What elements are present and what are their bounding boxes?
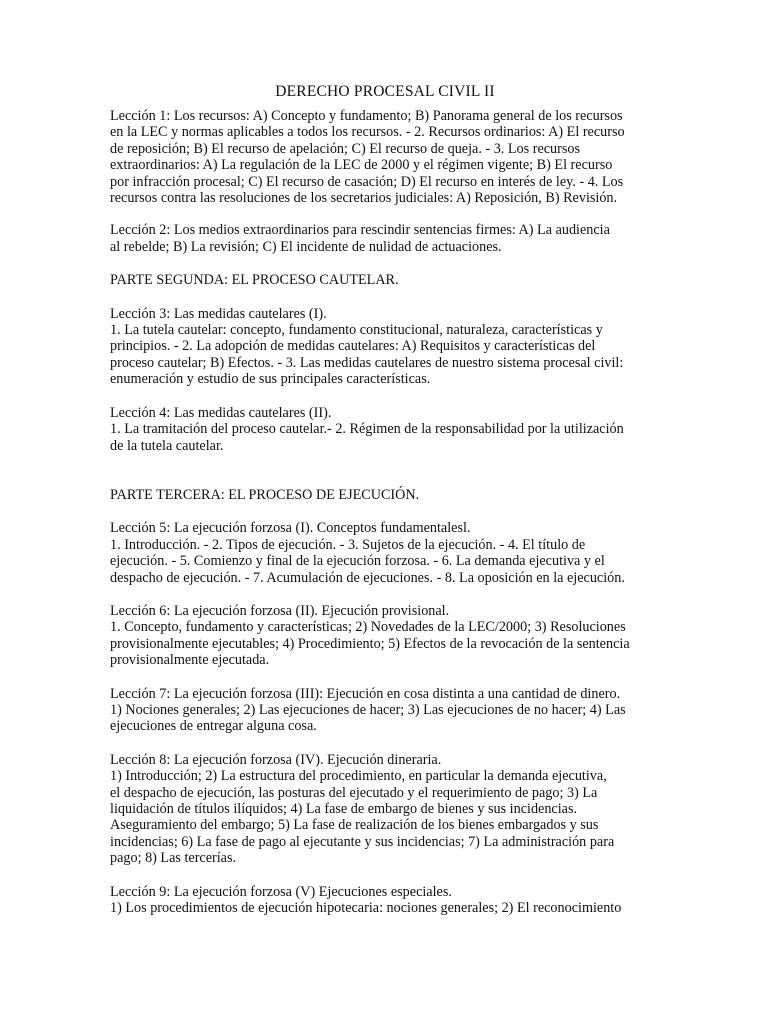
text-line: 1) Introducción; 2) La estructura del procedimiento, en particular la demanda ejecutiva, [110, 768, 607, 785]
text-line: enumeración y estudio de sus principales características. [110, 371, 431, 388]
text-line: provisionalmente ejecutada. [110, 652, 270, 669]
text-line: incidencias; 6) La fase de pago al ejecutante y sus incidencias; 7) La administración para [110, 833, 615, 850]
paragraph [110, 520, 660, 586]
text-line: 1) Los procedimientos de ejecución hipotecaria: nociones generales; 2) El reconocimiento [110, 900, 622, 917]
paragraph-spacer [110, 503, 660, 520]
document-title: DERECHO PROCESAL CIVIL II [275, 83, 495, 100]
text-line: Lección 1: Los recursos: A) Concepto y fundamento; B) Panorama general de los recursos [110, 108, 623, 124]
text-line: Lección 5: La ejecución forzosa (I). Conceptos fundamentalesl. [110, 520, 471, 537]
text-line: PARTE SEGUNDA: EL PROCESO CAUTELAR. [110, 272, 399, 289]
paragraph-spacer [110, 669, 660, 686]
text-line: Lección 2: Los medios extraordinarios para rescindir sentencias firmes: A) La audiencia [110, 222, 610, 239]
text-line: 1. La tramitación del proceso cautelar.- 2. Régimen de la responsabilidad por la utilización [110, 421, 624, 438]
text-line: extraordinarios: A) La regulación de la LEC de 2000 y el régimen vigente; B) El recurso [110, 157, 613, 174]
text-line: por infracción procesal; C) El recurso de casación; D) El recurso en interés de ley. - 4. Los [110, 173, 624, 190]
paragraph-spacer [110, 586, 660, 603]
paragraph [110, 752, 660, 867]
text-line: 1. Introducción. - 2. Tipos de ejecución. - 3. Sujetos de la ejecución. - 4. El título de [110, 536, 586, 553]
text-line: ejecución. - 5. Comienzo y final de la ejecución forzosa. - 6. La demanda ejecutiva y el [110, 553, 605, 570]
document-page [110, 82, 660, 916]
paragraph-spacer [110, 289, 660, 306]
text-line: Lección 7: La ejecución forzosa (III): Ejecución en cosa distinta a una cantidad de dinero. [110, 685, 621, 702]
paragraph-spacer [110, 867, 660, 884]
text-line: pago; 8) Las tercerías. [110, 850, 237, 867]
paragraph-spacer [110, 388, 660, 405]
text-line: Lección 3: Las medidas cautelares (I). [110, 305, 327, 322]
text-line: principios. - 2. La adopción de medidas cautelares: A) Requisitos y características del [110, 338, 596, 355]
paragraph [110, 686, 660, 735]
paragraph-spacer [110, 255, 660, 272]
paragraph [110, 272, 660, 288]
text-line: 1. Concepto, fundamento y características; 2) Novedades de la LEC/2000; 3) Resoluciones [110, 619, 626, 636]
document-body [110, 108, 660, 916]
text-line: 1. La tutela cautelar: concepto, fundamento constitucional, naturaleza, características y [110, 322, 603, 339]
text-line: de reposición; B) El recurso de apelación; C) El recurso de queja. - 3. Los recursos [110, 140, 580, 157]
text-line: Lección 6: La ejecución forzosa (II). Ejecución provisional. [110, 602, 450, 619]
text-line: recursos contra las resoluciones de los secretarios judiciales: A) Reposición, B) Revisión. [110, 190, 618, 207]
paragraph [110, 222, 660, 255]
text-line: despacho de ejecución. - 7. Acumulación de ejecuciones. - 8. La oposición en la ejecución. [110, 569, 625, 586]
paragraph-spacer [110, 735, 660, 752]
text-line: Lección 4: Las medidas cautelares (II). [110, 404, 332, 421]
paragraph [110, 884, 660, 917]
text-line: en la LEC y normas aplicables a todos los recursos. - 2. Recursos ordinarios: A) El recurso [110, 124, 625, 141]
text-line: Aseguramiento del embargo; 5) La fase de realización de los bienes embargados y sus [110, 817, 599, 834]
paragraph [110, 487, 660, 503]
paragraph-spacer [110, 454, 660, 487]
text-line: provisionalmente ejecutables; 4) Procedimiento; 5) Efectos de la revocación de la sentencia [110, 635, 630, 652]
text-line: proceso cautelar; B) Efectos. - 3. Las medidas cautelares de nuestro sistema procesal civil: [110, 354, 624, 371]
paragraph [110, 108, 660, 206]
text-line: liquidación de títulos ilíquidos; 4) La fase de embargo de bienes y sus incidencias. [110, 801, 578, 817]
text-line: de la tutela cautelar. [110, 437, 224, 454]
text-line: al rebelde; B) La revisión; C) El incidente de nulidad de actuaciones. [110, 238, 502, 255]
paragraph [110, 603, 660, 669]
text-line: PARTE TERCERA: EL PROCESO DE EJECUCIÓN. [110, 486, 420, 503]
paragraph-spacer [110, 206, 660, 222]
text-line: Lección 8: La ejecución forzosa (IV). Ejecución dineraria. [110, 751, 442, 768]
text-line: el despacho de ejecución, las posturas del ejecutado y el requerimiento de pago; 3) La [110, 784, 598, 801]
text-line: Lección 9: La ejecución forzosa (V) Ejecuciones especiales. [110, 883, 452, 900]
paragraph [110, 306, 660, 388]
text-line: 1) Nociones generales; 2) Las ejecuciones de hacer; 3) Las ejecuciones de no hacer; 4) Las [110, 701, 626, 718]
text-line: ejecuciones de entregar alguna cosa. [110, 718, 317, 735]
paragraph [110, 405, 660, 454]
